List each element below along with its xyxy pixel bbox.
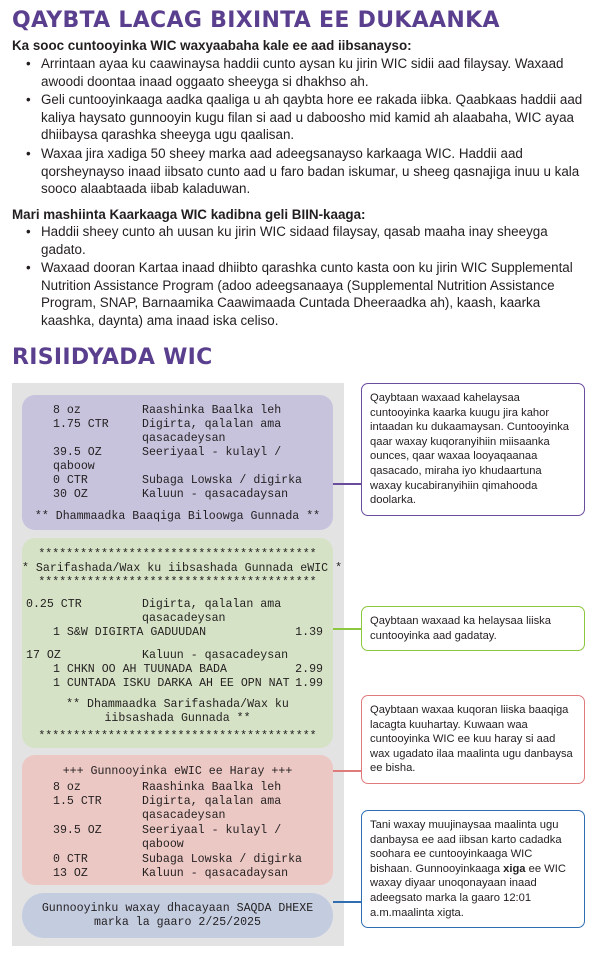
note-expiry-text: ee WIC waxay diyaar unoqonayaan inaad adeegsato marka la gaaro 12:01 a.m.maalinta xigta. — [370, 862, 566, 919]
note-purchase: Qaybtaan waxaad ka helaysaa liiska cuntooyinka aad gadatay. — [361, 606, 585, 651]
payment-bullets — [26, 55, 592, 199]
qty: 39.5 OZ — [53, 824, 102, 837]
purchased-item: 1 S&W DIGIRTA GADUUDAN — [53, 626, 207, 639]
note-remaining: Qaybtaan waxaa kuqoran liiska baaqiga lacagta kuuhartay. Kuwaan waa cuntooyinka WIC ee kuu haray si aad wax ugadato ilaa maalinta ugu danbaysa ee bisha. — [361, 695, 585, 784]
divider: **************************************** — [38, 548, 317, 561]
item-price: 2.99 — [295, 663, 323, 676]
qty: 8 oz — [53, 781, 81, 794]
receipt-header: +++ Gunnooyinka eWIC ee Haray +++ — [62, 765, 293, 778]
item-desc: Seeriyaal - kulayl / — [142, 824, 282, 837]
divider: **************************************** — [38, 730, 317, 743]
item-desc: Raashinka Baalka leh — [142, 404, 282, 417]
receipt-footer: iibsashada Gunnada ** — [104, 712, 251, 725]
item-desc: Digirta, qalalan ama — [142, 418, 282, 431]
connector-red — [333, 770, 361, 772]
receipt-remaining — [22, 755, 333, 885]
item-desc: qasacadeysan — [142, 432, 226, 445]
item-desc: Digirta, qalalan ama — [142, 598, 282, 611]
qty: 13 OZ — [53, 867, 88, 880]
payment-lead: Ka sooc cuntooyinka WIC waxyaabaha kale ee aad iibsanayso: — [12, 38, 412, 53]
section-title-receipts: RISIIDYADA WIC — [12, 345, 213, 370]
qty: qaboow — [53, 460, 95, 473]
connector-green — [333, 628, 361, 630]
item-desc: Subaga Lowska / digirka — [142, 474, 303, 487]
item-price: 1.39 — [295, 626, 323, 639]
item-desc: qasacadeysan — [142, 612, 226, 625]
item-desc: qaboow — [142, 838, 184, 851]
note-balance: Qaybtaan waxaad kahelaysaa cuntooyinka kaarka kuugu jira kahor intaadan ku dukaamaysan. Cuntooyinka qaar waxay kuqoranyihiin miisaanka ounces, qaar waxaa looyaqaanaa qasacado, miraha iyo khudaartuna waxay kucabiranyihiin qimahooda doolarka. — [361, 383, 585, 516]
card-lead: Mari mashiinta Kaarkaaga WIC kadibna geli BIIN-kaaga: — [12, 207, 366, 222]
receipt-header: * Sarifashada/Wax ku iibsashada Gunnada eWIC * — [22, 562, 343, 575]
qty: 39.5 OZ — [53, 446, 102, 459]
list-item: • Arrintaan ayaa ku caawinaysa haddii cunto aysan ku jirin WIC sidii aad filaysay. Waxaad awoodi doontaa inaad oggaato sheeyga si dhakhso ah. — [26, 55, 592, 90]
connector-purple — [333, 483, 361, 485]
receipt-purchase — [22, 538, 343, 748]
note-expiry-text: Tani waxay muujinaysaa maalinta ugu danbaysa ee aad iibsan karto cadadka soohara ee cuntooyinkaaga WIC bishaan. Gunnooyinkaaga — [370, 819, 562, 875]
receipt-footer: ** Dhammaadka Sarifashada/Wax ku — [66, 698, 289, 711]
list-item: • Haddii sheey cunto ah uusan ku jirin WIC sidaad filaysay, qasab maaha inay sheeyga gadato. — [26, 223, 592, 258]
item-price: 1.99 — [295, 677, 323, 690]
expiry-line: marka la gaaro 2/25/2025 — [94, 916, 261, 929]
item-desc: qasacadeysan — [142, 809, 226, 822]
section-title-payment: QAYBTA LACAG BIXINTA EE DUKAANKA — [12, 8, 500, 33]
qty: 17 OZ — [26, 649, 61, 662]
qty: 30 OZ — [53, 488, 88, 501]
item-desc: Seeriyaal - kulayl / — [142, 446, 282, 459]
card-bullets — [26, 223, 592, 331]
qty: 1.75 CTR — [53, 418, 109, 431]
connector-blue — [333, 901, 361, 903]
item-desc: Kaluun - qasacadeysan — [142, 649, 289, 662]
receipt-expiry — [22, 893, 333, 938]
purchased-item: 1 CHKN OO AH TUUNADA BADA — [53, 663, 227, 676]
note-expiry — [361, 810, 585, 928]
receipt-footer: ** Dhammaadka Baaqiga Biloowga Gunnada ** — [34, 510, 321, 523]
item-desc: Subaga Lowska / digirka — [142, 853, 303, 866]
purchased-item: 1 CUNTADA ISKU DARKA AH EE OPN NAT — [53, 677, 290, 690]
qty: 0 CTR — [53, 474, 88, 487]
note-expiry-bold: xiga — [503, 862, 526, 875]
item-desc: Digirta, qalalan ama — [142, 795, 282, 808]
qty: 0 CTR — [53, 853, 88, 866]
list-item: • Waxaad dooran Kartaa inaad dhiibto qarashka cunto kasta oon ku jirin WIC Supplemental Nutrition Assistance Program (adoo adeegsanaaya (Supplemental Nutrition Assistance Program, SNAP, Barnaamika Caawimaada Cuntada Dheeraadka ah), kaash, kaarka kaashka, daynta) ama inaad iska celiso. — [26, 259, 592, 329]
list-item: • Waxaa jira xadiga 50 sheey marka aad adeegsanayso karkaaga WIC. Haddii aad qorsheynayso inaad iibsato cunto aad u faro badan iskumar, u sheeg qasnajiga inuu u kala sooco alaabtaada iibab kaladuwan. — [26, 145, 592, 198]
qty: 0.25 CTR — [26, 598, 82, 611]
divider: **************************************** — [38, 576, 317, 589]
receipt-balance — [22, 395, 333, 530]
item-desc: Raashinka Baalka leh — [142, 781, 282, 794]
qty: 8 oz — [53, 404, 81, 417]
list-item: • Geli cuntooyinkaaga aadka qaaliga u ah qaybta hore ee rakada iibka. Qaabkaas haddii aad kaliya haysato gunnooyin kugu filan si aad u daboosho mid kamid ah alaabaha, WIC ayaa dhiibaysa qarashka sheeyga ugu qaalisan. — [26, 91, 592, 144]
qty: 1.5 CTR — [53, 795, 102, 808]
expiry-line: Gunnooyinku waxay dhacayaan SAQDA DHEXE — [41, 902, 314, 915]
item-desc: Kaluun - qasacadaysan — [142, 867, 289, 880]
item-desc: Kaluun - qasacadaysan — [142, 488, 289, 501]
